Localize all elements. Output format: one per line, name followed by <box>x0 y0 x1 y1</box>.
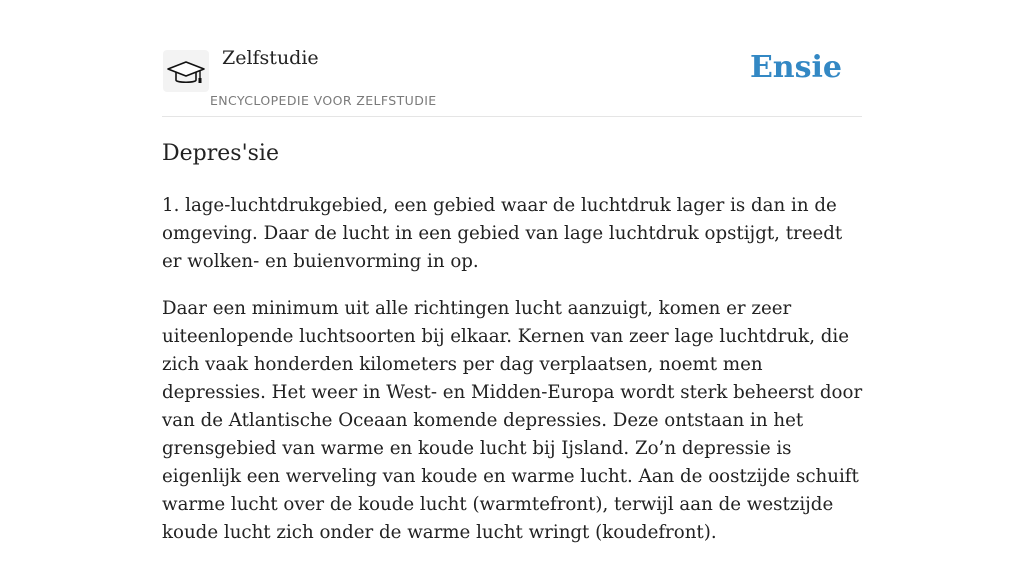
graduation-cap-icon[interactable] <box>163 50 209 92</box>
article-body <box>162 192 864 566</box>
article-paragraph-2: Daar een minimum uit alle richtingen lucht aanzuigt, komen er zeer uiteenlopende luchtsoorten bij elkaar. Kernen van zeer lage luchtdruk, die zich vaak honderden kilometers per dag verplaatsen, noemt men depressies. Het weer in West- en Midden-Europa wordt sterk beheerst door van de Atlantische Oceaan komende depressies. Deze ontstaan in het grensgebied van warme en koude lucht bij Ijsland. Zo’n depressie is eigenlijk een werveling van koude en warme lucht. Aan de oostzijde schuift warme lucht over de koude lucht (warmtefront), terwijl aan de westzijde koude lucht zich onder de warme lucht wringt (koudefront). <box>162 298 863 543</box>
article-paragraph-1: 1. lage-luchtdrukgebied, een gebied waar de luchtdruk lager is dan in de omgeving. Daar de lucht in een gebied van lage luchtdruk opstijgt, treedt er wolken- en buienvorming in op. <box>162 195 843 272</box>
brand-tagline: ENCYCLOPEDIE VOOR ZELFSTUDIE <box>210 93 437 108</box>
article-title: Depres'sie <box>162 141 279 166</box>
ensie-logo[interactable]: Ensie <box>749 50 842 85</box>
site-header <box>162 0 862 117</box>
brand-name[interactable]: Zelfstudie <box>222 47 319 69</box>
